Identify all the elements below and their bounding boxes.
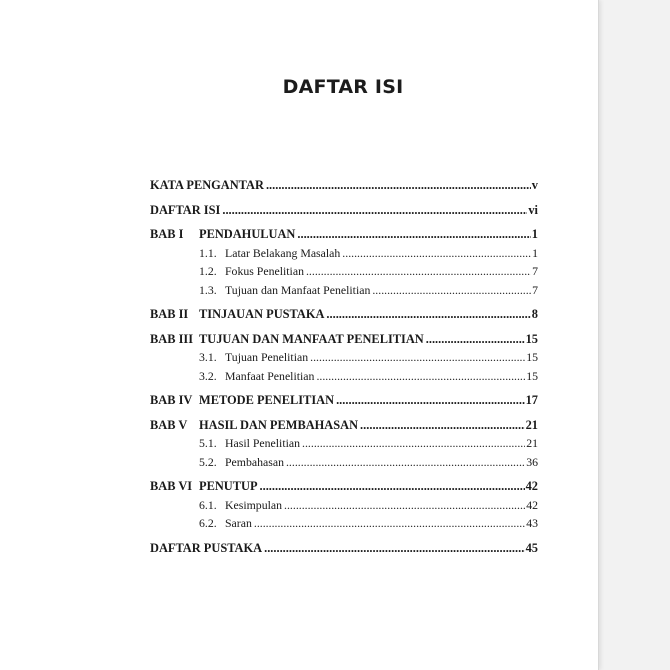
subsection-number: 6.2. — [199, 516, 217, 530]
toc-subsection — [150, 244, 538, 263]
chapter-label: PENDAHULUAN — [199, 227, 296, 241]
subsection-number: 6.1. — [199, 497, 217, 512]
subsection-label: Hasil Penelitian — [225, 436, 301, 450]
dot-leader — [426, 330, 525, 349]
chapter-page: 8 — [531, 307, 538, 321]
chapter-label: TUJUAN DAN MANFAAT PENELITIAN — [199, 331, 424, 346]
chapter-number: BAB II — [150, 307, 189, 321]
chapter-number: BAB VI — [150, 479, 193, 493]
subsection-page: 21 — [526, 436, 538, 450]
dot-leader — [266, 176, 531, 195]
chapter-page: 42 — [525, 479, 538, 493]
dot-leader — [342, 244, 531, 263]
toc-entry-page: v — [531, 178, 538, 192]
dot-leader — [316, 367, 525, 386]
subsection-page: 7 — [532, 282, 538, 297]
dot-leader — [306, 262, 531, 281]
toc-chapter-4 — [150, 391, 538, 410]
toc-subsection — [150, 262, 538, 281]
toc-chapter-1 — [150, 225, 538, 244]
dot-leader — [360, 416, 525, 435]
chapter-number: BAB IV — [150, 393, 193, 407]
subsection-page: 1 — [532, 245, 538, 260]
subsection-page: 43 — [526, 516, 538, 530]
dot-leader — [264, 539, 525, 558]
dot-leader — [254, 514, 525, 533]
subsection-label: Kesimpulan — [225, 497, 283, 512]
chapter-label: TINJAUAN PUSTAKA — [199, 307, 325, 321]
subsection-label: Saran — [225, 516, 252, 530]
subsection-number: 3.2. — [199, 368, 217, 383]
toc-entry-label: DAFTAR PUSTAKA — [150, 540, 263, 555]
toc-subsection — [150, 348, 538, 367]
subsection-number: 5.1. — [199, 436, 217, 450]
toc-subsection — [150, 514, 538, 533]
chapter-page: 1 — [531, 227, 538, 241]
chapter-page: 21 — [525, 417, 538, 432]
toc-entry-label: DAFTAR ISI — [150, 202, 221, 217]
chapter-number: BAB I — [150, 227, 184, 241]
toc-chapter-3 — [150, 330, 538, 349]
toc-entry-daftar-isi — [150, 201, 538, 220]
dot-leader — [336, 391, 525, 410]
toc-subsection — [150, 453, 538, 472]
subsection-page: 36 — [526, 454, 538, 469]
toc-subsection — [150, 434, 538, 453]
toc-subsection — [150, 496, 538, 515]
subsection-label: Latar Belakang Masalah — [225, 245, 341, 260]
toc-chapter-6 — [150, 477, 538, 496]
dot-leader — [302, 434, 525, 453]
subsection-page: 15 — [526, 350, 538, 364]
chapter-label: HASIL DAN PEMBAHASAN — [199, 417, 359, 432]
dot-leader — [310, 348, 525, 367]
toc-entry-kata-pengantar — [150, 176, 538, 195]
chapter-page: 15 — [525, 331, 538, 346]
subsection-number: 1.3. — [199, 282, 217, 297]
table-of-contents — [150, 176, 538, 557]
dot-leader — [286, 453, 525, 472]
chapter-label: METODE PENELITIAN — [199, 393, 335, 407]
subsection-page: 7 — [532, 264, 538, 278]
subsection-label: Manfaat Penelitian — [225, 368, 315, 383]
dot-leader — [326, 305, 530, 324]
subsection-label: Fokus Penelitian — [225, 264, 304, 278]
subsection-number: 3.1. — [199, 350, 217, 364]
chapter-number: BAB III — [150, 331, 194, 346]
subsection-label: Tujuan Penelitian — [225, 350, 309, 364]
dot-leader — [297, 225, 530, 244]
subsection-label: Tujuan dan Manfaat Penelitian — [225, 282, 371, 297]
page-title: DAFTAR ISI — [282, 76, 404, 98]
toc-chapter-5 — [150, 416, 538, 435]
subsection-page: 42 — [526, 497, 538, 512]
subsection-label: Pembahasan — [225, 454, 284, 469]
subsection-number: 5.2. — [199, 454, 217, 469]
toc-subsection — [150, 281, 538, 300]
toc-chapter-2 — [150, 305, 538, 324]
toc-entry-label: KATA PENGANTAR — [150, 178, 264, 192]
dot-leader — [284, 496, 525, 515]
toc-entry-page: 45 — [525, 540, 538, 555]
chapter-label: PENUTUP — [199, 479, 258, 493]
toc-subsection — [150, 367, 538, 386]
subsection-number: 1.1. — [199, 245, 217, 260]
dot-leader — [372, 281, 531, 300]
chapter-number: BAB V — [150, 417, 188, 432]
dot-leader — [260, 477, 525, 496]
toc-entry-page: vi — [528, 202, 538, 217]
subsection-number: 1.2. — [199, 264, 217, 278]
chapter-page: 17 — [525, 393, 538, 407]
dot-leader — [222, 201, 527, 220]
subsection-page: 15 — [526, 368, 538, 383]
toc-entry-daftar-pustaka — [150, 539, 538, 558]
